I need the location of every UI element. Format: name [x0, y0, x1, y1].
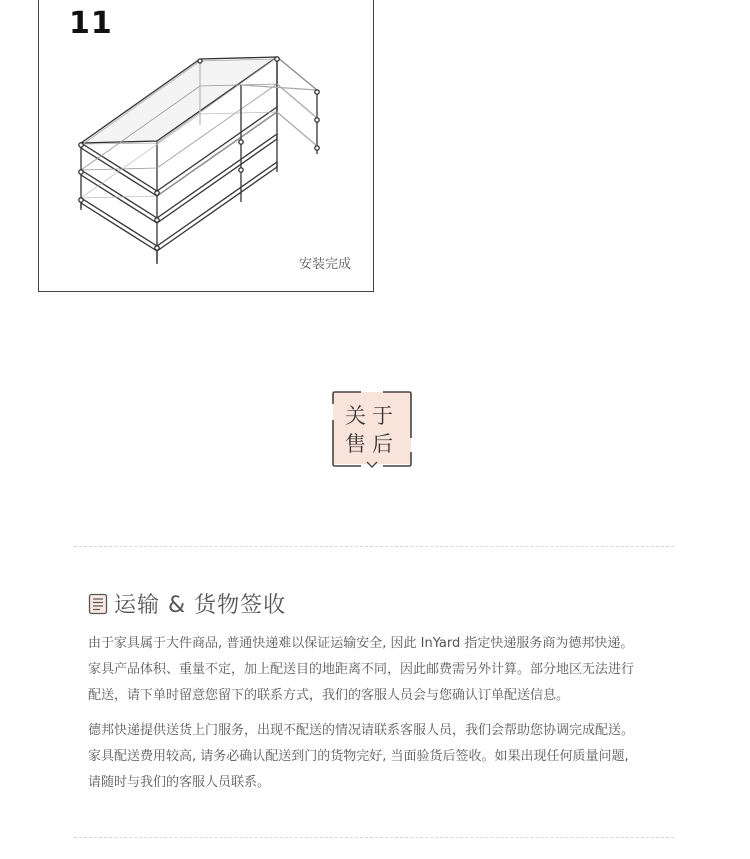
- document-icon: [88, 593, 108, 615]
- step-number: 11: [69, 6, 113, 41]
- section-heading: [88, 588, 286, 619]
- paragraph-line: 由于家具属于大件商品, 普通快递难以保证运输安全, 因此 InYard 指定快递服务商为德邦快递。: [88, 636, 634, 651]
- delivery-paragraph: [88, 718, 678, 796]
- paragraph-line: 家具产品体积、重量不定，加上配送目的地距离不同，因此邮费需另外计算。部分地区无法进行: [88, 662, 635, 677]
- step-caption: 安装完成: [298, 257, 351, 272]
- section-divider-top: [74, 546, 674, 547]
- shipping-paragraph: [88, 631, 678, 709]
- paragraph-line: 家具配送费用较高, 请务必确认配送到门的货物完好, 当面验货后签收。如果出现任何质量问题,: [88, 749, 629, 764]
- after-sales-stamp: [331, 390, 413, 468]
- paragraph-line: 配送，请下单时留意您留下的联系方式，我们的客服人员会与您确认订单配送信息。: [88, 688, 570, 703]
- paragraph-line: 德邦快递提供送货上门服务，出现不配送的情况请联系客服人员，我们会帮助您协调完成配送。: [88, 723, 635, 738]
- section-divider-bottom: [74, 837, 674, 838]
- stamp-text-line2: 售后: [345, 432, 399, 456]
- section-title: 运输 & 货物签收: [114, 593, 287, 618]
- stamp-text-line1: 关于: [345, 404, 399, 428]
- assembled-shelf-illustration: [77, 30, 327, 270]
- paragraph-line: 请随时与我们的客服人员联系。: [88, 775, 271, 790]
- assembly-step-panel: [38, 0, 374, 292]
